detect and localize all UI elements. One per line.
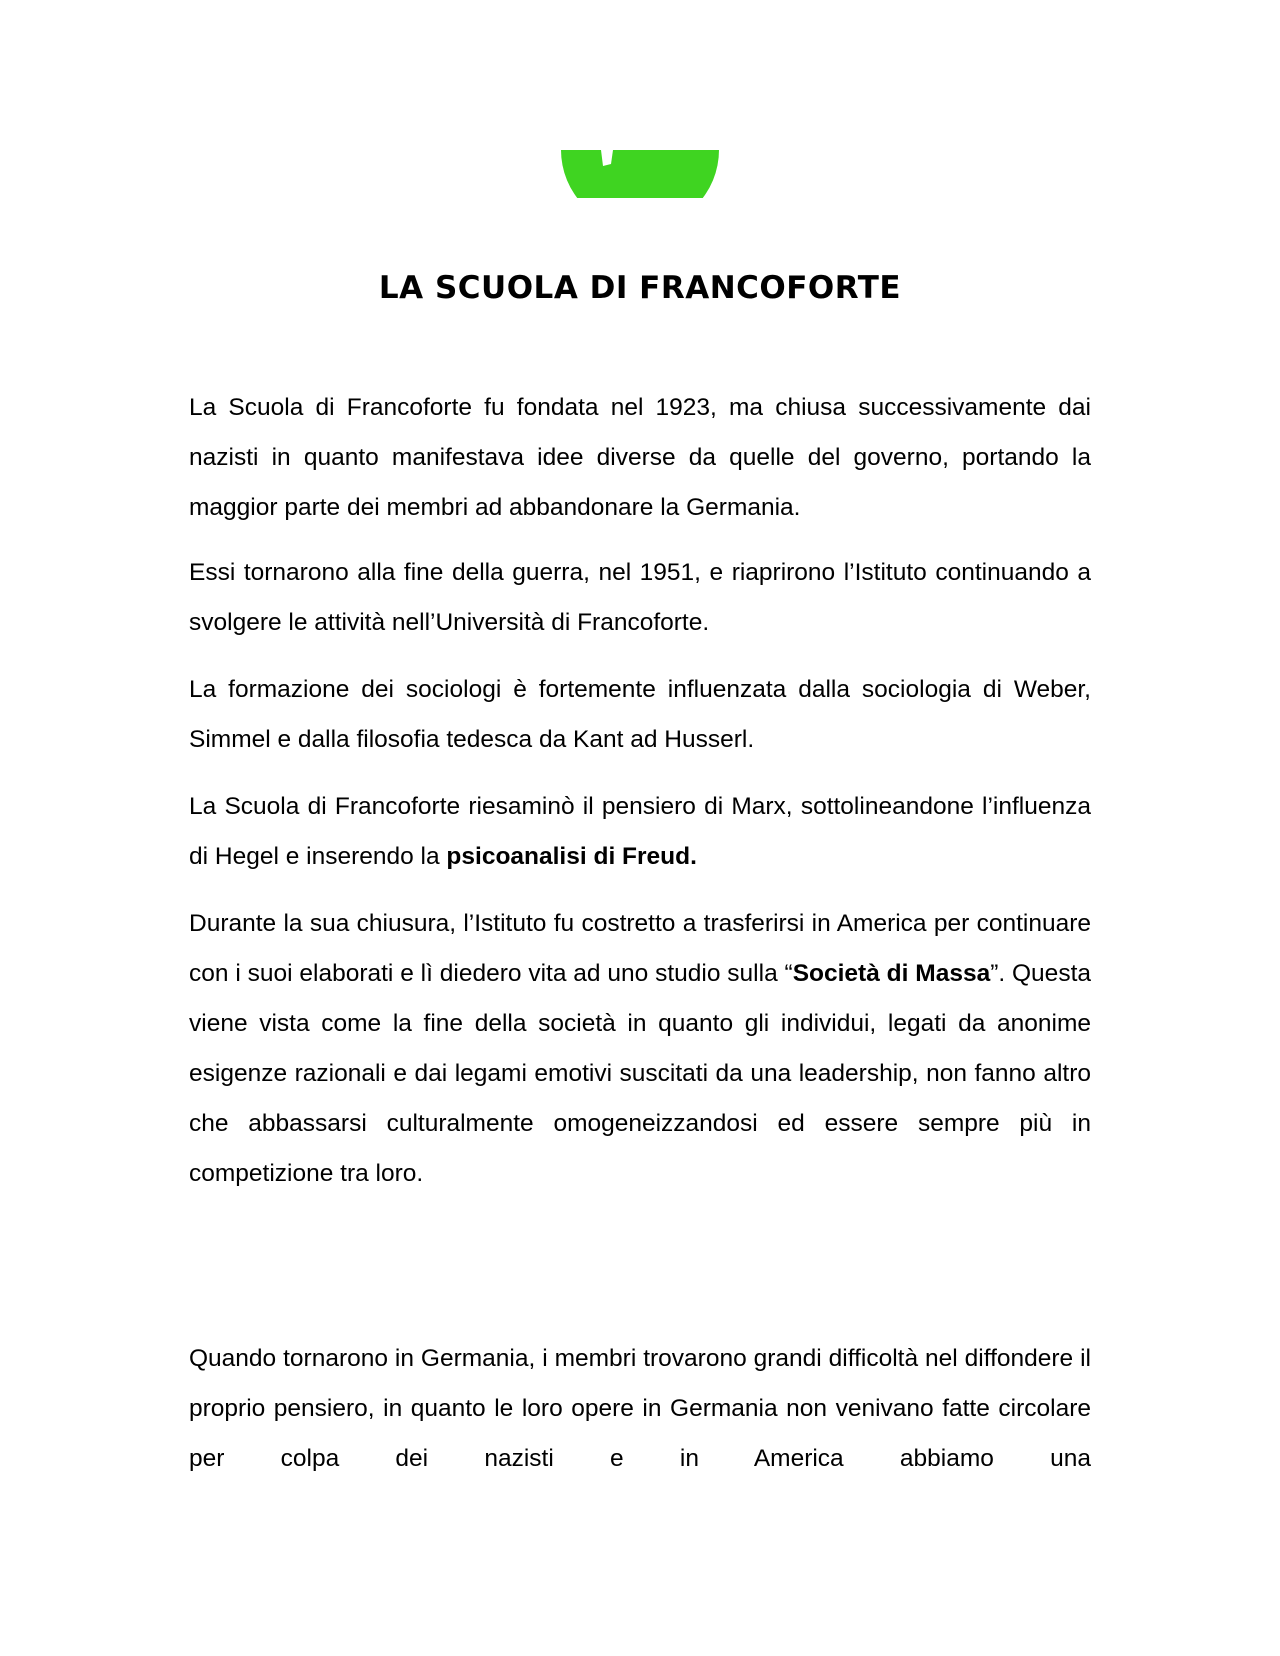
paragraph-closure: [189, 899, 1091, 1199]
paragraph-closure-bold: Società di Massa: [792, 960, 991, 987]
paragraph-germany-return: Quando tornarono in Germania, i membri trovarono grandi difficoltà nel diffondere il proprio pensiero, in quanto le loro opere in Germania non venivano fatte circolare per colpa dei nazisti e in America abbiamo una: [189, 1345, 1091, 1472]
logo-shape: [561, 150, 719, 198]
paragraph-closure-before: Durante la sua chiusura, l’Istituto fu costretto a trasferirsi in America per continuare con i suoi elaborati e lì diedero vita ad uno studio sulla “: [189, 910, 1091, 987]
green-half-circle-logo-icon: [561, 150, 719, 198]
paragraph-return: Essi tornarono alla fine della guerra, nel 1951, e riaprirono l’Istituto continuando a svolgere le attività nell’Università di Francoforte.: [189, 559, 1091, 636]
paragraph-marx: [189, 782, 1091, 882]
paragraph-marx-text: La Scuola di Francoforte riesaminò il pensiero di Marx, sottolineandone l’influenza di Hegel e inserendo la: [189, 793, 1091, 870]
paragraph-marx-bold: psicoanalisi di Freud.: [446, 843, 697, 870]
document-title: LA SCUOLA DI FRANCOFORTE: [378, 270, 902, 306]
paragraph-formation: La formazione dei sociologi è fortemente influenzata dalla sociologia di Weber, Simmel e dalla filosofia tedesca da Kant ad Husserl.: [189, 676, 1091, 753]
paragraph-founding: La Scuola di Francoforte fu fondata nel 1923, ma chiusa successivamente dai nazisti in quanto manifestava idee diverse da quelle del governo, portando la maggior parte dei membri ad abbandonare la Germania.: [189, 394, 1091, 521]
paragraph-closure-after: ”. Questa viene vista come la fine della società in quanto gli individui, legati da anonime esigenze razionali e dai legami emotivi suscitati da una leadership, non fanno altro che abbassarsi culturalmente omogeneizzandosi ed essere sempre più in competizione tra loro.: [189, 960, 1091, 1187]
